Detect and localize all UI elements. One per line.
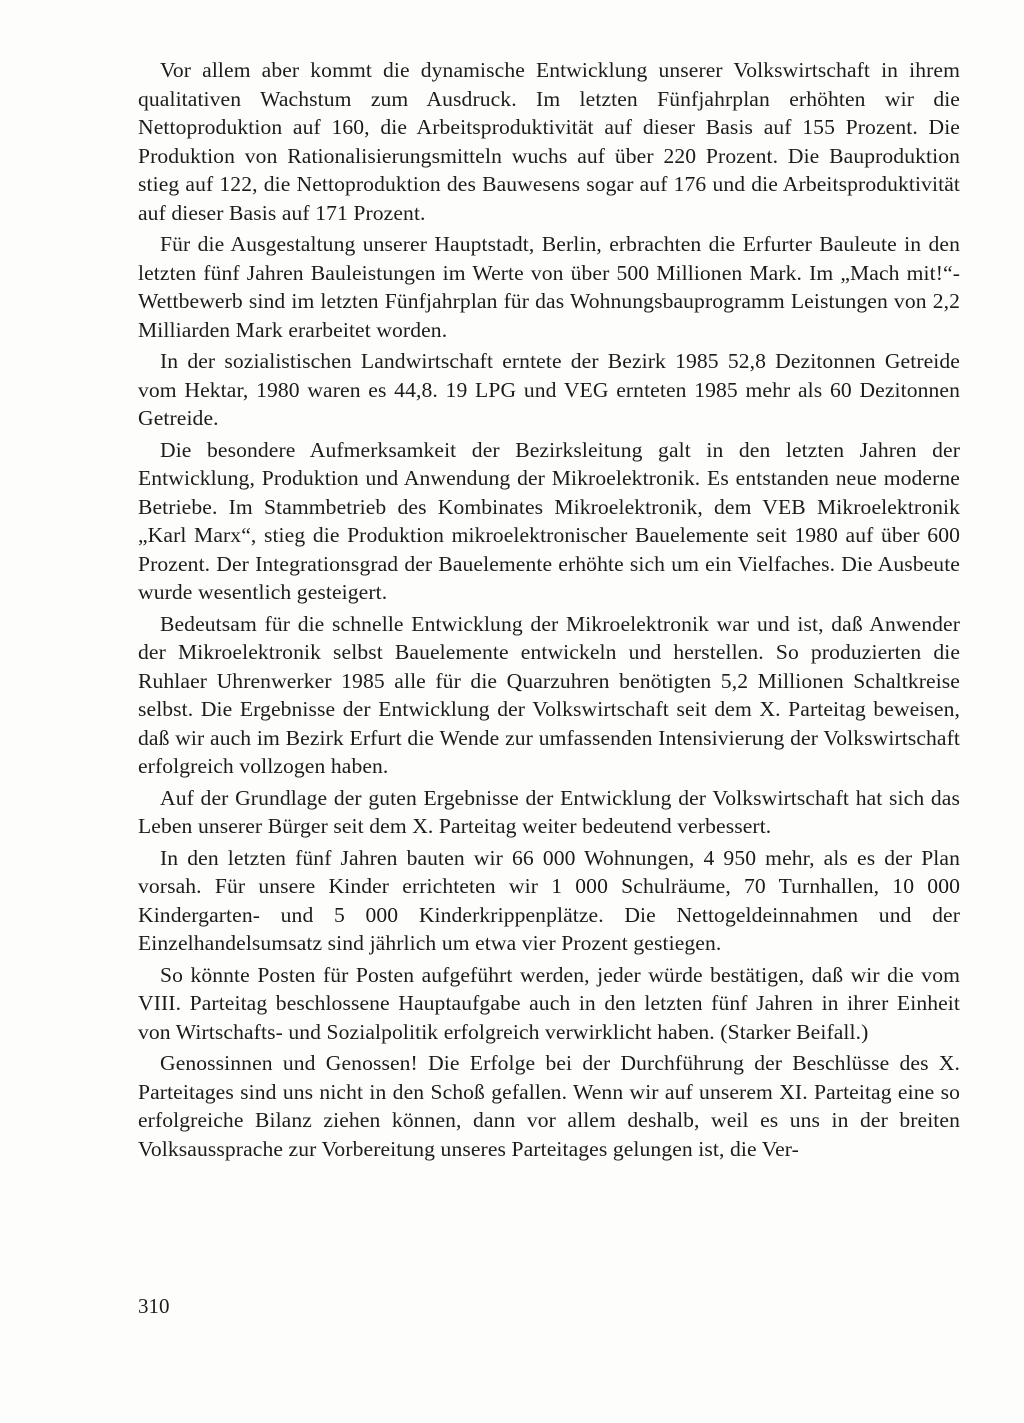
paragraph-3: In der sozialistischen Landwirtschaft erntete der Bezirk 1985 52,8 Dezitonnen Getreide vom Hektar, 1980 waren es 44,8. 19 LPG und VEG ernteten 1985 mehr als 60 Dezitonnen Getreide. — [138, 349, 960, 430]
paragraph-5: Bedeutsam für die schnelle Entwicklung der Mikroelektronik war und ist, daß Anwender der Mikroelektronik selbst Bauelemente entwickeln und herstellen. So produzierten die Ruhlaer Uhrenwerker 1985 alle für die Quarzuhren benötigten 5,2 Millionen Schaltkreise selbst. Die Ergebnisse der Entwicklung der Volkswirtschaft seit dem X. Parteitag beweisen, daß wir auch im Bezirk Erfurt die Wende zur umfassenden Intensivierung der Volkswirtschaft erfolgreich vollzogen haben. — [138, 611, 960, 778]
page-number: 310 — [138, 1294, 170, 1318]
paragraph-4: Die besondere Aufmerksamkeit der Bezirksleitung galt in den letzten Jahren der Entwicklung, Produktion und Anwendung der Mikroelektronik. Es entstanden neue moderne Betriebe. Im Stammbetrieb des Kombinates Mikroelektronik, dem VEB Mikroelektronik „Karl Marx“, stieg die Produktion mikroelektronischer Bauelemente seit 1980 auf über 600 Prozent. Der Integrationsgrad der Bauelemente erhöhte sich um ein Vielfaches. Die Ausbeute wurde wesentlich gesteigert. — [138, 437, 960, 604]
paragraph-1: Vor allem aber kommt die dynamische Entwicklung unserer Volkswirtschaft in ihrem qualitativen Wachstum zum Ausdruck. Im letzten Fünfjahrplan erhöhten wir die Nettoproduktion auf 160, die Arbeitsproduktivität auf dieser Basis auf 155 Prozent. Die Produktion von Rationalisierungsmitteln wuchs auf über 220 Prozent. Die Bauproduktion stieg auf 122, die Nettoproduktion des Bauwesens sogar auf 176 und die Arbeitsproduktivität auf dieser Basis auf 171 Prozent. — [138, 58, 960, 225]
paragraph-9: Genossinnen und Genossen! Die Erfolge bei der Durchführung der Beschlüsse des X. Parteitages sind uns nicht in den Schoß gefallen. Wenn wir auf unserem XI. Parteitag eine so erfolgreiche Bilanz ziehen können, dann vor allem deshalb, weil es uns in der breiten Volksaussprache zur Vorbereitung unseres Parteitages gelungen ist, die Ver- — [138, 1051, 960, 1161]
paragraph-8: So könnte Posten für Posten aufgeführt werden, jeder würde bestätigen, daß wir die vom VIII. Parteitag beschlossene Hauptaufgabe auch in den letzten fünf Jahren in ihrer Einheit von Wirtschafts- und Sozialpolitik erfolgreich verwirklicht haben. (Starker Beifall.) — [138, 962, 960, 1044]
paragraph-6: Auf der Grundlage der guten Ergebnisse der Entwicklung der Volkswirtschaft hat sich das Leben unserer Bürger seit dem X. Parteitag weiter bedeutend verbessert. — [138, 785, 960, 838]
body-text — [138, 56, 960, 1166]
paragraph-2: Für die Ausgestaltung unserer Hauptstadt, Berlin, erbrachten die Erfurter Bauleute in den letzten fünf Jahren Bauleistungen im Werte von über 500 Millionen Mark. Im „Mach mit!“-Wettbewerb sind im letzten Fünfjahrplan für das Wohnungsbauprogramm Leistungen von 2,2 Milliarden Mark erarbeitet worden. — [138, 232, 960, 342]
paragraph-7: In den letzten fünf Jahren bauten wir 66 000 Wohnungen, 4 950 mehr, als es der Plan vorsah. Für unsere Kinder errichteten wir 1 000 Schulräume, 70 Turnhallen, 10 000 Kindergarten- und 5 000 Kinderkrippenplätze. Die Nettogeldeinnahmen und der Einzelhandelsumsatz sind jährlich um etwa vier Prozent gestiegen. — [138, 845, 960, 955]
